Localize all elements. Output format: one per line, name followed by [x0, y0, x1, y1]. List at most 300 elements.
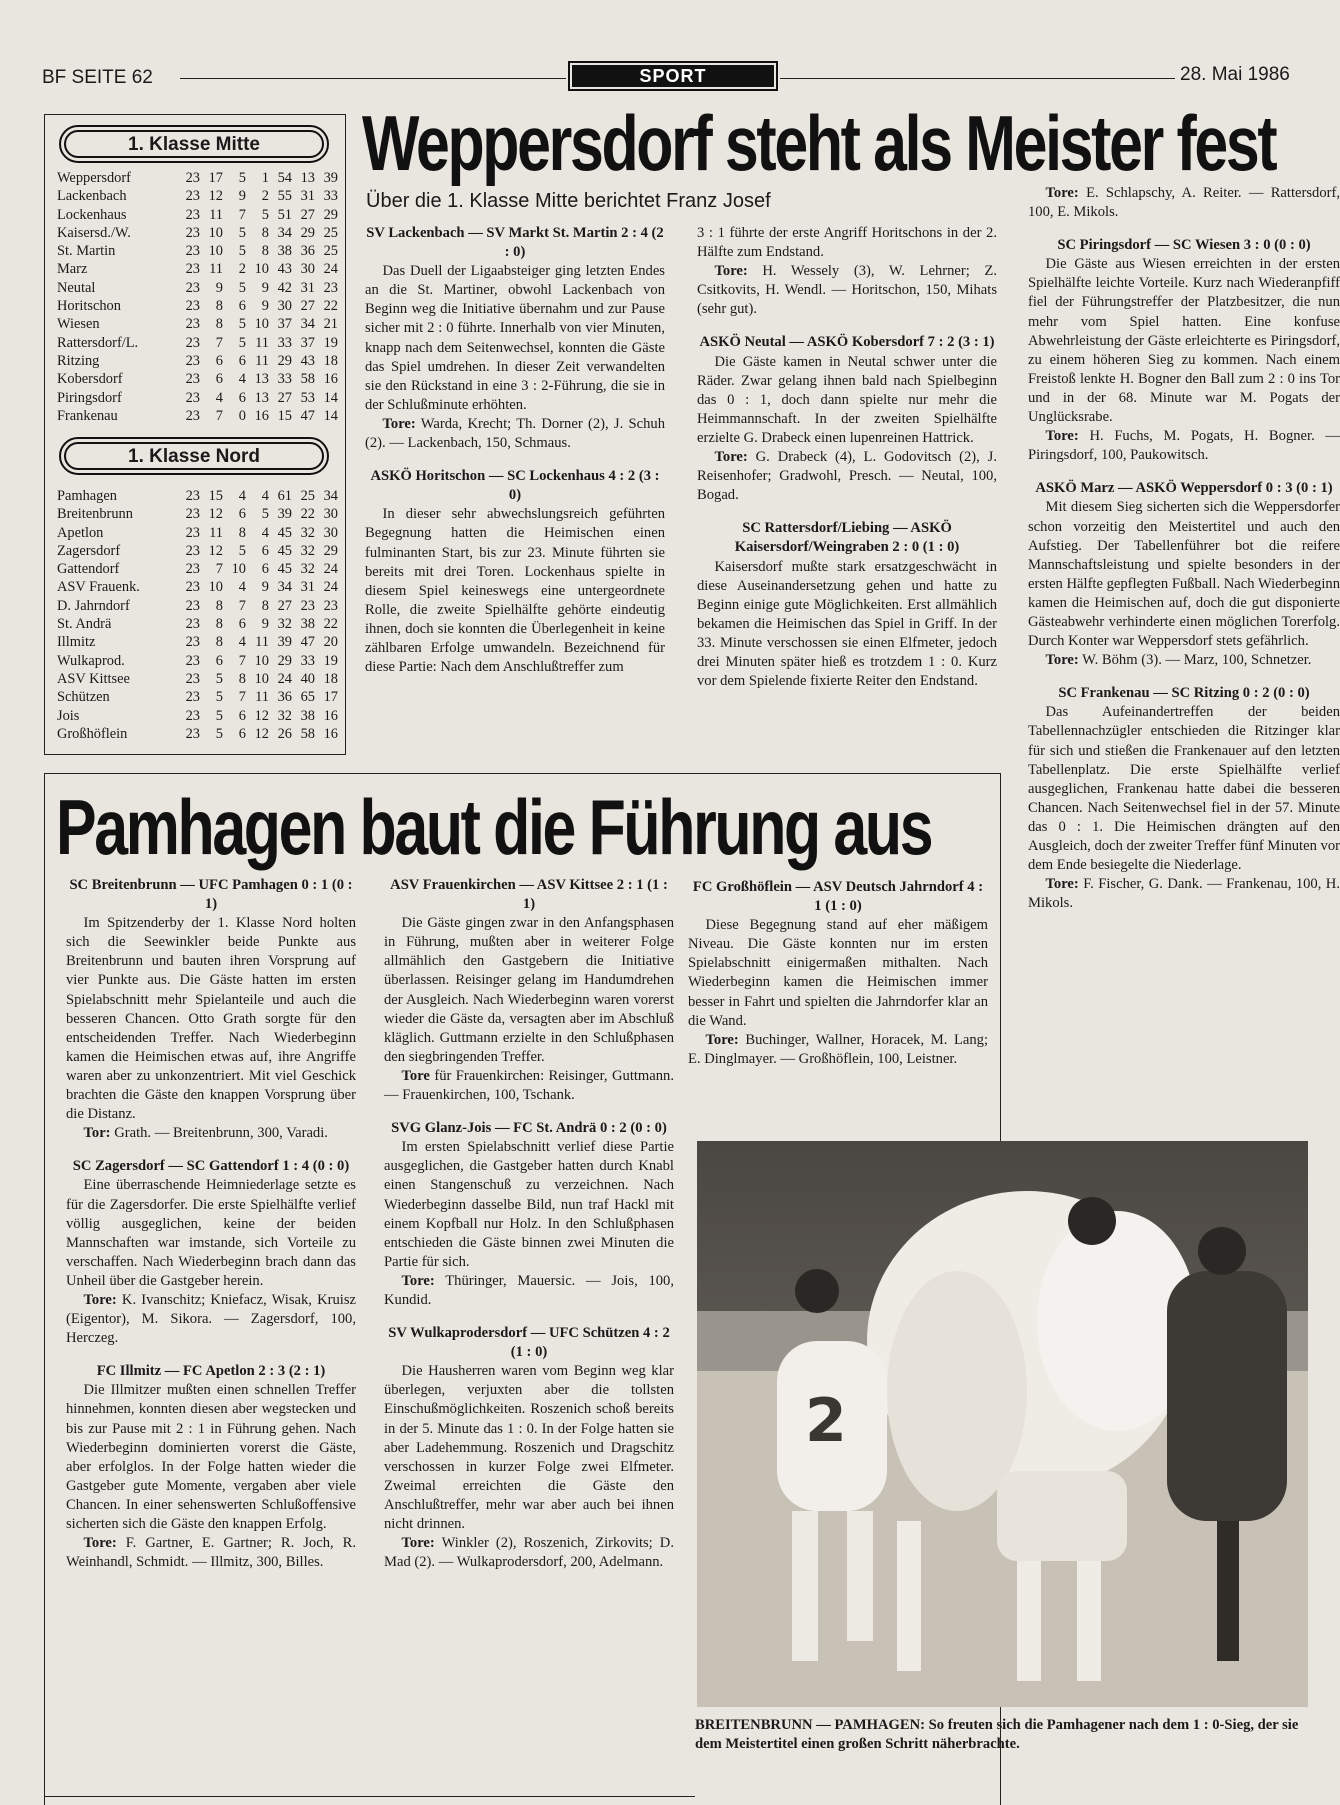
- stat-cell: 19: [323, 652, 338, 669]
- tore-label: Tore: [401, 1067, 430, 1084]
- page-number: BF SEITE 62: [42, 67, 153, 88]
- team-name: St. Martin: [57, 243, 116, 260]
- stat-cell: 34: [277, 579, 292, 596]
- second-headline: Pamhagen baut die Führung aus: [56, 783, 932, 871]
- stat-cell: 37: [300, 334, 315, 351]
- stat-cell: 30: [323, 506, 338, 523]
- standings-row: [57, 524, 338, 542]
- standings-row: [57, 187, 338, 205]
- stat-cell: 24: [323, 579, 338, 596]
- article-title: ASV Frauenkirchen — ASV Kittsee 2 : 1 (1 : 1): [390, 877, 668, 913]
- stat-cell: 38: [300, 707, 315, 724]
- standings-table-nord: [57, 487, 338, 743]
- stat-cell: 23: [185, 206, 200, 223]
- team-name: Schützen: [57, 689, 110, 706]
- team-name: Rattersdorf/L.: [57, 334, 139, 351]
- stat-cell: 13: [300, 170, 315, 186]
- team-name: Lackenbach: [57, 188, 127, 205]
- stat-cell: 23: [185, 488, 200, 504]
- stat-cell: 16: [254, 407, 269, 424]
- tore-label: Tore:: [1045, 652, 1079, 669]
- stat-cell: 24: [323, 261, 338, 278]
- stat-cell: 11: [255, 689, 269, 706]
- standings-row: [57, 487, 338, 505]
- stat-cell: 23: [323, 597, 338, 614]
- stat-cell: 4: [238, 488, 246, 504]
- stat-cell: 12: [254, 707, 269, 724]
- tore-text: W. Böhm (3). — Marz, 100, Schnetzer.: [1082, 652, 1312, 669]
- stat-cell: 9: [261, 616, 269, 633]
- stat-cell: 10: [254, 652, 269, 669]
- article-title: SV Lackenbach — SV Markt St. Martin 2 : 4 (2 : 0): [366, 225, 664, 261]
- article-title: SC Frankenau — SC Ritzing 0 : 2 (0 : 0): [1058, 685, 1310, 702]
- stat-cell: 5: [215, 670, 223, 687]
- tore-label: Tore:: [1045, 428, 1079, 445]
- issue-date: 28. Mai 1986: [1180, 64, 1290, 85]
- stat-cell: 23: [185, 561, 200, 578]
- stat-cell: 23: [185, 707, 200, 724]
- stat-cell: 5: [238, 316, 246, 333]
- stat-cell: 22: [300, 506, 315, 523]
- stat-cell: 45: [277, 524, 292, 541]
- stat-cell: 9: [238, 188, 246, 205]
- stat-cell: 6: [238, 506, 246, 523]
- stat-cell: 20: [323, 634, 338, 651]
- stat-cell: 58: [300, 725, 315, 742]
- stat-cell: 42: [277, 279, 292, 296]
- stat-cell: 7: [238, 689, 246, 706]
- photo-caption: BREITENBRUNN — PAMHAGEN: So freuten sich die Pamhagener nach dem 1 : 0-Sieg, der sie dem Meistertitel einen großen Schritt näherbrachte.: [695, 1717, 1299, 1752]
- article-tore: [697, 262, 997, 319]
- stat-cell: 10: [208, 579, 223, 596]
- stat-cell: 30: [323, 524, 338, 541]
- article-title: FC Großhöflein — ASV Deutsch Jahrndorf 4 : 1 (1 : 0): [692, 879, 984, 915]
- stat-cell: 9: [261, 279, 269, 296]
- stat-cell: 17: [208, 170, 223, 186]
- stat-cell: 36: [277, 689, 292, 706]
- stat-cell: 10: [208, 224, 223, 241]
- standings-row: [57, 206, 338, 224]
- stat-cell: 12: [254, 725, 269, 742]
- stat-cell: 16: [323, 725, 338, 742]
- stat-cell: 23: [185, 371, 200, 388]
- article-body: Die Illmitzer mußten einen schnellen Treffer hinnehmen, konnten diesen aber wegstecken und bis zur Pause mit 2 : 1 in Führung gehen. Nach Wiederbeginn dominierten vorerst die Gäste, aber erfolglos. In der Folge hatten wieder die Gastgeber gute Momente, vergaben aber viele Chancen. In einer sehenswerten Schlußoffensive sicherten sich die Gäste den knappen Erfolg.: [66, 1382, 356, 1532]
- stat-cell: 8: [261, 597, 269, 614]
- stat-cell: 6: [238, 389, 246, 406]
- stat-cell: 5: [238, 542, 246, 559]
- tore-text: E. Schlapschy, A. Reiter. — Rattersdorf, 100, E. Mikols.: [1028, 185, 1340, 221]
- photo-illustration: [697, 1141, 1308, 1707]
- team-name: ASV Kittsee: [57, 670, 130, 687]
- standings-row: [57, 707, 338, 725]
- stat-cell: 51: [277, 206, 292, 223]
- stat-cell: 10: [254, 261, 269, 278]
- header-rule-right: [780, 78, 1175, 79]
- stat-cell: 23: [185, 316, 200, 333]
- stat-cell: 23: [185, 389, 200, 406]
- tore-label: Tore:: [382, 415, 416, 432]
- stat-cell: 33: [300, 652, 315, 669]
- standings-box: [44, 114, 346, 755]
- tore-text: K. Ivanschitz; Kniefacz, Wisak, Kruisz (Eigentor), M. Sikora. — Zagersdorf, 100, Herczeg.: [66, 1291, 357, 1347]
- stat-cell: 6: [238, 616, 246, 633]
- stat-cell: 23: [185, 725, 200, 742]
- stat-cell: 23: [185, 243, 200, 260]
- article-title: SC Rattersdorf/Liebing — ASKÖ Kaisersdorf/Weingraben 2 : 0 (1 : 0): [734, 520, 960, 556]
- article-title: FC Illmitz — FC Apetlon 2 : 3 (2 : 1): [96, 1363, 326, 1380]
- stat-cell: 23: [185, 224, 200, 241]
- stat-cell: 23: [185, 170, 200, 186]
- stat-cell: 10: [254, 316, 269, 333]
- tore-label: Tore:: [83, 1535, 117, 1552]
- standings-row: [57, 688, 338, 706]
- team-name: Piringsdorf: [57, 389, 122, 406]
- svg-text:2: 2: [805, 1386, 847, 1456]
- team-name: Breitenbrunn: [57, 506, 133, 523]
- stat-cell: 23: [185, 689, 200, 706]
- stat-cell: 11: [209, 261, 223, 278]
- stat-cell: 43: [277, 261, 292, 278]
- team-name: D. Jahrndorf: [57, 597, 130, 614]
- stat-cell: 15: [277, 407, 292, 424]
- tore-label: Tore:: [714, 449, 748, 466]
- tore-text: F. Gartner, E. Gartner; R. Joch, R. Weinhandl, Schmidt. — Illmitz, 300, Billes.: [66, 1535, 356, 1571]
- stat-cell: 11: [255, 334, 269, 351]
- standings-row: [57, 597, 338, 615]
- stat-cell: 32: [300, 524, 315, 541]
- stat-cell: 32: [277, 616, 292, 633]
- stat-cell: 13: [254, 389, 269, 406]
- article-body-cont: 3 : 1 führte der erste Angriff Horitschons in der 2. Hälfte zum Endstand.: [697, 225, 997, 261]
- article-title: ASKÖ Neutal — ASKÖ Kobersdorf 7 : 2 (3 : 1): [699, 334, 995, 351]
- article-tore: [384, 1534, 674, 1572]
- stat-cell: 5: [261, 206, 269, 223]
- stat-cell: 39: [277, 506, 292, 523]
- stat-cell: 7: [215, 561, 223, 578]
- stat-cell: 12: [208, 188, 223, 205]
- stat-cell: 29: [277, 652, 292, 669]
- stat-cell: 23: [185, 542, 200, 559]
- stat-cell: 38: [300, 616, 315, 633]
- stat-cell: 13: [254, 371, 269, 388]
- stat-cell: 47: [300, 407, 315, 424]
- stat-cell: 9: [215, 279, 223, 296]
- stat-cell: 23: [185, 652, 200, 669]
- stat-cell: 11: [255, 352, 269, 369]
- stat-cell: 45: [277, 561, 292, 578]
- stat-cell: 12: [208, 506, 223, 523]
- team-name: Wulkaprod.: [57, 652, 125, 669]
- stat-cell: 2: [261, 188, 269, 205]
- stat-cell: 18: [323, 352, 338, 369]
- stat-cell: 18: [323, 670, 338, 687]
- stat-cell: 34: [277, 224, 292, 241]
- standings-row: [57, 670, 338, 688]
- stat-cell: 22: [323, 616, 338, 633]
- stat-cell: 31: [300, 188, 315, 205]
- stat-cell: 31: [300, 579, 315, 596]
- article-tore: [384, 1067, 674, 1105]
- tore-text: H. Fuchs, M. Pogats, H. Bogner. — Piringsdorf, 100, Paukowitsch.: [1028, 428, 1340, 464]
- section-label-box: [568, 61, 778, 91]
- stat-cell: 8: [215, 597, 223, 614]
- tore-text: für Frauenkirchen: Reisinger, Guttmann. — Frauenkirchen, 100, Tschank.: [384, 1067, 674, 1104]
- stat-cell: 32: [300, 561, 315, 578]
- stat-cell: 6: [238, 352, 246, 369]
- stat-cell: 45: [277, 542, 292, 559]
- team-name: Kaisersd./W.: [57, 224, 131, 241]
- team-name: Pamhagen: [57, 488, 117, 504]
- team-celebration-photo: [697, 1141, 1308, 1707]
- stat-cell: 5: [215, 707, 223, 724]
- stat-cell: 23: [185, 261, 200, 278]
- stat-cell: 23: [185, 597, 200, 614]
- team-name: Illmitz: [57, 634, 96, 651]
- article-title: ASKÖ Horitschon — SC Lockenhaus 4 : 2 (3 : 0): [370, 468, 660, 504]
- stat-cell: 61: [277, 488, 292, 504]
- stat-cell: 8: [215, 298, 223, 315]
- team-name: Marz: [57, 261, 88, 278]
- team-name: St. Andrä: [57, 616, 112, 633]
- article-body: Kaisersdorf mußte stark ersatzgeschwächt in diese Auseinandersetzung gehen und hatte zu Beginn einige gute Möglichkeiten. Erst allmählich bekamen die Heimischen das Spiel in Griff. In der 33. Minute verschossen sie einen Elfmeter, jedoch drei Minuten später hieß es trotzdem 1 : 0. Kurz vor dem Spielende fixierte Reiter den Endstand.: [697, 558, 997, 690]
- stat-cell: 47: [300, 634, 315, 651]
- stat-cell: 5: [238, 279, 246, 296]
- stat-cell: 8: [238, 524, 246, 541]
- stat-cell: 5: [238, 243, 246, 260]
- stat-cell: 16: [323, 707, 338, 724]
- tore-label: Tore:: [714, 263, 748, 280]
- stat-cell: 25: [323, 224, 338, 241]
- stat-cell: 37: [277, 316, 292, 333]
- article-body: Eine überraschende Heimniederlage setzte es für die Zagersdorfer. Die erste Spielhälfte verlief völlig ausgeglichen, keine der beiden Mannschaften war imstande, sich Vorteile zu verschaffen. Nach Wiederbeginn brach dann das Unheil über die Gastgeber herein.: [66, 1177, 356, 1289]
- stat-cell: 7: [215, 334, 223, 351]
- team-name: Wiesen: [57, 316, 100, 333]
- tore-text: Grath. — Breitenbrunn, 300, Varadi.: [114, 1125, 328, 1142]
- team-name: Kobersdorf: [57, 371, 123, 388]
- bottom-column-3: [688, 878, 988, 1083]
- standings-row: [57, 352, 338, 370]
- standings-row: [57, 389, 338, 407]
- standings-row: [57, 578, 338, 596]
- stat-cell: 1: [261, 170, 269, 186]
- stat-cell: 43: [300, 352, 315, 369]
- stat-cell: 23: [300, 597, 315, 614]
- stat-cell: 11: [209, 524, 223, 541]
- standings-row: [57, 407, 338, 425]
- top-column-1: [365, 224, 665, 677]
- stat-cell: 2: [238, 261, 246, 278]
- tore-label: Tore:: [1045, 876, 1079, 893]
- stat-cell: 54: [277, 170, 292, 186]
- team-name: Apetlon: [57, 524, 104, 541]
- stat-cell: 22: [323, 298, 338, 315]
- stat-cell: 7: [238, 206, 246, 223]
- stat-cell: 4: [238, 634, 246, 651]
- stat-cell: 16: [323, 371, 338, 388]
- standings-row: [57, 334, 338, 352]
- stat-cell: 33: [277, 334, 292, 351]
- tore-label: Tore:: [401, 1535, 435, 1552]
- standings-row: [57, 260, 338, 278]
- stat-cell: 5: [238, 224, 246, 241]
- stat-cell: 23: [185, 616, 200, 633]
- standings-row: [57, 633, 338, 651]
- stat-cell: 34: [323, 488, 338, 504]
- stat-cell: 4: [261, 488, 269, 504]
- stat-cell: 5: [215, 725, 223, 742]
- team-name: Zagersdorf: [57, 542, 121, 559]
- stat-cell: 5: [261, 506, 269, 523]
- stat-cell: 17: [323, 689, 338, 706]
- article-body: Diese Begegnung stand auf eher mäßigem Niveau. Die Gäste konnten nur im ersten Spielabschnitt einigermaßen mithalten. Nach Wiederbeginn kamen die Heimischen immer besser in Fahrt und spielten die Jahrndorfer klar an die Wand.: [688, 917, 988, 1029]
- stat-cell: 15: [208, 488, 223, 504]
- stat-cell: 23: [185, 670, 200, 687]
- stat-cell: 7: [238, 652, 246, 669]
- team-name: Frankenau: [57, 407, 118, 424]
- stat-cell: 11: [209, 206, 223, 223]
- byline: Über die 1. Klasse Mitte berichtet Franz Josef: [366, 190, 771, 212]
- stat-cell: 0: [238, 407, 246, 424]
- stat-cell: 6: [261, 561, 269, 578]
- bottom-column-2: [384, 876, 674, 1586]
- stat-cell: 58: [300, 371, 315, 388]
- article-tore: [1028, 875, 1340, 913]
- article-body: Die Gäste aus Wiesen erreichten in der ersten Spielhälfte leichte Vorteile. Kurz nach Wiederanpfiff fiel der Führungstreffer der Platzbesitzer, die nun mehr vom Spiel hatten. Eine konfuse Abwehrleistung der Gäste erleichterte es Piringsdorf, zu einem höheren Sieg zu kommen. Nach einem Freistoß lenkte H. Bogner den Ball zum 2 : 0 ins Tor und in der 68. Minute war M. Pogats der Unglücksrabe.: [1028, 256, 1340, 426]
- stat-cell: 10: [254, 670, 269, 687]
- article-tore: [384, 1272, 674, 1310]
- team-name: Horitschon: [57, 298, 121, 315]
- stat-cell: 8: [215, 316, 223, 333]
- stat-cell: 4: [238, 579, 246, 596]
- article-body: Das Aufeinandertreffen der beiden Tabellennachzügler entschieden die Ritzinger klar für sich und stießen die Frankenauer auf den letzten Tabellenplatz. Die erste Spielhälfte verlief ausgeglichen, Frankenau hatte dabei die besseren Chancen. Nach Seitenwechsel fiel in der 57. Minute das 0 : 1. Die Heimischen drängten auf den Ausgleich, doch der zweiter Treffer fünf Minuten vor dem Ende besiegelte die Niederlage.: [1028, 704, 1340, 874]
- stat-cell: 39: [323, 170, 338, 186]
- article-title: SC Breitenbrunn — UFC Pamhagen 0 : 1 (0 : 1): [69, 877, 353, 913]
- article-tore: [66, 1291, 356, 1348]
- stat-cell: 23: [323, 279, 338, 296]
- standings-row: [57, 560, 338, 578]
- article-tore: [66, 1534, 356, 1572]
- article-body: Das Duell der Ligaabsteiger ging letzten Endes an die St. Martiner, obwohl Lackenbach von Beginn weg die Initiative übernahm und zur Pause sicher mit 2 : 0 führte. Innerhalb von vier Minuten, knapp nach dem Seitenwechsel, konnten die Gäste das Spiel umdrehen. In dieser Zeit verwandelten sie den Rückstand in eine 3 : 2-Führung, die sie in der Schlußminute erhöhten.: [365, 263, 665, 413]
- tore-text: F. Fischer, G. Dank. — Frankenau, 100, H. Mikols.: [1028, 876, 1340, 912]
- tore-text: Thüringer, Mauersic. — Jois, 100, Kundid.: [384, 1272, 674, 1308]
- right-column: [1028, 184, 1340, 927]
- stat-cell: 23: [185, 352, 200, 369]
- header-rule-left: [180, 78, 566, 79]
- stat-cell: 21: [323, 316, 338, 333]
- article-title: ASKÖ Marz — ASKÖ Weppersdorf 0 : 3 (0 : 1): [1035, 480, 1333, 497]
- team-name: Weppersdorf: [57, 170, 131, 186]
- stat-cell: 29: [300, 224, 315, 241]
- stat-cell: 32: [277, 707, 292, 724]
- stat-cell: 11: [255, 634, 269, 651]
- article-body: Im ersten Spielabschnitt verlief diese Partie ausgeglichen, die Gastgeber hatten durch Knabl einen Stangenschuß zu verzeichnen. Nach Wiederbeginn dasselbe Bild, nun traf Hackl mit einem Kopfball nur Holz. In den Schlußphasen entschieden die Gäste binnen zwei Minuten die Partie für sich.: [384, 1139, 674, 1270]
- table-title-nord-box: [59, 437, 329, 475]
- stat-cell: 25: [323, 243, 338, 260]
- stat-cell: 25: [300, 488, 315, 504]
- section-label: SPORT: [572, 65, 774, 87]
- table-title-mitte-box: [59, 125, 329, 163]
- stat-cell: 8: [215, 616, 223, 633]
- team-name: Großhöflein: [57, 725, 128, 742]
- tore-label: Tor:: [83, 1125, 111, 1142]
- table-title-mitte: 1. Klasse Mitte: [64, 130, 324, 158]
- stat-cell: 9: [261, 579, 269, 596]
- stat-cell: 30: [300, 261, 315, 278]
- stat-cell: 6: [238, 707, 246, 724]
- standings-row: [57, 224, 338, 242]
- stat-cell: 8: [261, 224, 269, 241]
- standings-row: [57, 370, 338, 388]
- stat-cell: 55: [277, 188, 292, 205]
- stat-cell: 8: [215, 634, 223, 651]
- article-body: Die Gäste kamen in Neutal schwer unter die Räder. Zwar gelang ihnen bald nach Spielbeginn das 0 : 1, doch dann spielte nur mehr die Heimmannschaft. In der zweiten Spielhälfte erzielte G. Drabeck einen lupenreinen Hattrick.: [697, 353, 997, 446]
- stat-cell: 6: [238, 298, 246, 315]
- stat-cell: 27: [277, 597, 292, 614]
- stat-cell: 12: [208, 542, 223, 559]
- article-title: SC Zagersdorf — SC Gattendorf 1 : 4 (0 : 0): [72, 1158, 350, 1175]
- standings-row: [57, 169, 338, 187]
- article-body: Die Hausherren waren vom Beginn weg klar überlegen, verjuxten aber die tollsten Einschußmöglichkeiten. Roszenich schoß bereits in der 5. Minute das 1 : 0. In der Folge hatten sie aber Ladehemmung. Roszenich und Dragschitz verschossen in kurzer Folge zwei Elfmeter. Zweimal erreichten die Gäste den Anschlußtreffer, mehr war aber auch bei ihnen nicht drinnen.: [384, 1363, 674, 1532]
- stat-cell: 65: [300, 689, 315, 706]
- stat-cell: 23: [185, 188, 200, 205]
- table-title-nord: 1. Klasse Nord: [64, 442, 324, 470]
- stat-cell: 6: [238, 725, 246, 742]
- stat-cell: 8: [261, 243, 269, 260]
- team-name: Lockenhaus: [57, 206, 127, 223]
- stat-cell: 5: [238, 334, 246, 351]
- stat-cell: 23: [185, 524, 200, 541]
- stat-cell: 9: [261, 298, 269, 315]
- stat-cell: 30: [277, 298, 292, 315]
- stat-cell: 8: [238, 670, 246, 687]
- stat-cell: 29: [277, 352, 292, 369]
- tore-text: H. Wessely (3), W. Lehrner; Z. Csitkovits, H. Wendl. — Horitschon, 150, Mihats (sehr gut).: [697, 263, 997, 318]
- stat-cell: 4: [215, 389, 223, 406]
- tore-label: Tore:: [401, 1272, 435, 1289]
- stat-cell: 36: [300, 243, 315, 260]
- article-tore: [688, 1031, 988, 1069]
- stat-cell: 6: [215, 371, 223, 388]
- team-name: Ritzing: [57, 352, 100, 369]
- article-title: SC Piringsdorf — SC Wiesen 3 : 0 (0 : 0): [1057, 237, 1311, 254]
- stat-cell: 5: [215, 689, 223, 706]
- standings-row: [57, 505, 338, 523]
- right-column-clip: [1028, 184, 1340, 1144]
- team-name: Neutal: [57, 279, 96, 296]
- tore-text: Winkler (2), Roszenich, Zirkovits; D. Mad (2). — Wulkaprodersdorf, 200, Adelmann.: [384, 1535, 674, 1571]
- stat-cell: 6: [261, 542, 269, 559]
- tore-label: Tore:: [83, 1291, 117, 1308]
- stat-cell: 7: [238, 597, 246, 614]
- article-body: Im Spitzenderby der 1. Klasse Nord holten sich die Seewinkler beide Punkte aus Breitenbrunn und bauten ihren Vorsprung auf vier Punkte aus. Die Gäste hatten im ersten Spielabschnitt mehr Spielanteile und auch die besseren Chancen. Otto Grath sorgte für den entscheidenden Treffer. Nach Wiederbeginn kamen die Heimischen etwas auf, ihre Angriffe waren aber zu unkonzentriert. Mit viel Geschick brachten die Gäste den knappen Vorsprung über die Distanz.: [66, 915, 356, 1123]
- standings-row: [57, 542, 338, 560]
- stat-cell: 34: [300, 316, 315, 333]
- stat-cell: 5: [238, 170, 246, 186]
- stat-cell: 29: [323, 206, 338, 223]
- stat-cell: 24: [277, 670, 292, 687]
- team-name: ASV Frauenk.: [57, 579, 140, 596]
- stat-cell: 14: [323, 389, 338, 406]
- stat-cell: 23: [185, 298, 200, 315]
- standings-table-mitte: [57, 169, 338, 425]
- stat-cell: 23: [185, 506, 200, 523]
- stat-cell: 27: [277, 389, 292, 406]
- stat-cell: 38: [277, 243, 292, 260]
- stat-cell: 23: [185, 634, 200, 651]
- article-tore: [1028, 427, 1340, 465]
- stat-cell: 53: [300, 389, 315, 406]
- stat-cell: 39: [277, 634, 292, 651]
